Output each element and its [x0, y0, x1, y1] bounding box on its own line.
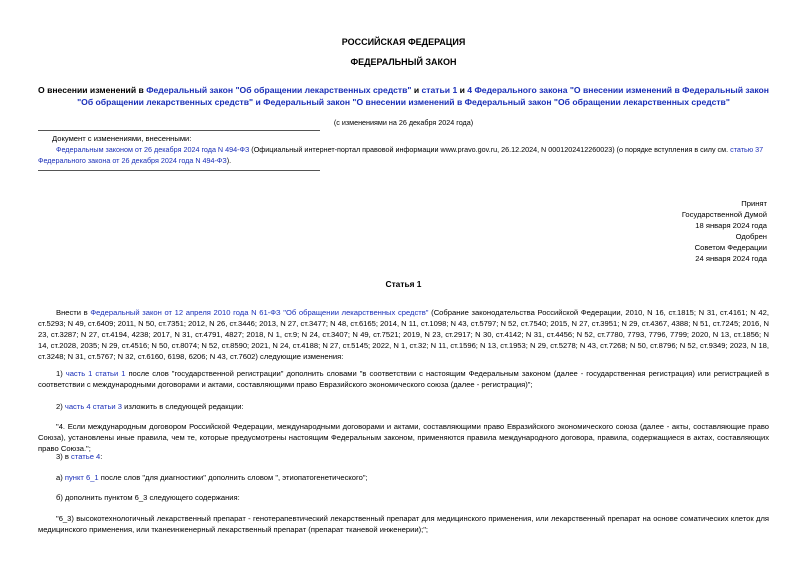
p3-text: изложить в следующей редакции: [121, 402, 244, 411]
article-subitem-b [38, 492, 769, 503]
article-item-1 [38, 368, 769, 390]
p5-text: : [100, 452, 103, 461]
changes-text-2: ). [226, 156, 232, 165]
law-type-heading: ФЕДЕРАЛЬНЫЙ ЗАКОН [350, 57, 457, 67]
adoption-council: Советом Федерации [694, 243, 767, 252]
changes-link-494fz[interactable]: Федеральным законом от 26 декабря 2024 года N 494-ФЗ [56, 145, 250, 154]
p2-text: после слов "государственной регистрации" дополнить словами "в соответствии с настоящим Федеральным законом (далее - государственная регистрация) или регистрацией в соответствии с международными договорами и актами, составляющими право Евразийского экономического союза (далее - регистрация)"; [38, 369, 769, 389]
title-link-article-4[interactable]: 4 Федерального закона "О внесении изменений в Федеральный закон "Об обращении лекарственных средств" и Федеральный закон "О внесении изменений в Федеральный закон "Об обращении лекарственных средств" [77, 85, 769, 107]
article-paragraph-intro [38, 307, 769, 362]
title-text-3: и [457, 85, 468, 95]
adoption-duma: Государственной Думой [681, 210, 767, 219]
title-link-law-61fz[interactable]: Федеральный закон "Об обращении лекарственных средств" [146, 85, 412, 95]
p5-num: 3) в [56, 452, 72, 461]
adoption-approved: Одобрен [735, 232, 767, 241]
p1-text-b: (Собрание законодательства Российской Федерации, 2010, N 16, ст.1815; N 31, ст.4161; N 42, ст.5293; N 49, ст.6409; 2011, N 50, ст.7351; 2012, N 26, ст.3446; 2013, N 27, ст.3477; N 48, ст.6165; 2014, N 11, ст.1098; N 43, ст.5797; N 52, ст.7540; 2015, N 27, ст.3951; N 29, ст.4367, 4388; N 51, ст.7245; 2016, N 23, ст.3287; N 27, ст.4194, 4238; 2017, N 31, ст.4791, 4827; 2018, N 1, ст.9; N 24, ст.3407; N 49, ст.7521; 2019, N 23, ст.2917; N 30, ст.4142; N 31, ст.4456; N 52, ст.7780, 7793, 7796, 7799; 2020, N 13, ст.1856; N 14, ст.2028, 2035; N 29, ст.4516; N 50, ст.8074; N 52, ст.8590; 2021, N 24, ст.4188; N 27, ст.5145; 2022, N 1, ст.32; N 11, ст.1596; N 13, ст.1953; N 29, ст.5278; N 43, ст.7268; N 50, ст.8796; N 52, ст.9349; 2023, N 18, ст.3248; N 31, ст.5767; N 32, ст.6160, 6198, 6206; N 43, ст.7602) следующие изменения: [38, 308, 769, 361]
title-text-1: О внесении изменений в [38, 85, 147, 95]
title-link-article-1[interactable]: статьи 1 [421, 85, 458, 95]
p1-link-law-61fz[interactable]: Федеральный закон от 12 апреля 2010 года N 61-ФЗ "Об обращении лекарственных средств" [90, 308, 429, 317]
p2-link-part1-article1[interactable]: часть 1 статьи 1 [65, 369, 126, 378]
adoption-council-date: 24 января 2024 года [695, 254, 767, 263]
p6-text: после слов "для диагностики" дополнить словом ", этиопатогенетического"; [98, 473, 368, 482]
p6-link-point-6-1[interactable]: пункт 6_1 [64, 473, 99, 482]
p1-text-a: Внести в [56, 308, 91, 317]
adoption-duma-date: 18 января 2024 года [695, 221, 767, 230]
p7-text: б) дополнить пунктом 6_3 следующего содержания: [56, 493, 240, 502]
changes-link-article-37[interactable]: статью 37 Федерального закона от 26 декабря 2024 года N 494-ФЗ [38, 145, 764, 165]
law-title [38, 84, 769, 108]
p6-num: а) [56, 473, 65, 482]
article-item-2 [38, 401, 769, 412]
adoption-accepted: Принят [741, 199, 767, 208]
p5-link-article4[interactable]: статье 4 [71, 452, 101, 461]
p4-text: "4. Если международным договором Российской Федерации, международными договорами и актами, составляющими право Евразийского экономического союза (далее - акты, составляющие право Союза), установлены иные правила, чем те, которые предусмотрены настоящим Федеральным законом, применяются правила международного договора, правила, содержащиеся в актах, составляющих право Союза."; [38, 422, 769, 453]
changes-top-rule [38, 130, 320, 131]
changes-details [38, 144, 769, 166]
article-heading: Статья 1 [385, 279, 422, 289]
changes-bottom-rule [38, 170, 320, 171]
p8-text: "6_3) высокотехнологичный лекарственный препарат - генотерапевтический лекарственный препарат для медицинского применения, или лекарственный препарат на основе соматических клеток для медицинского применения, или тканеинженерный лекарственный препарат (препарат тканевой инженерии);"; [38, 514, 769, 534]
country-heading: РОССИЙСКАЯ ФЕДЕРАЦИЯ [341, 37, 466, 47]
p3-link-part4-article3[interactable]: часть 4 статьи 3 [64, 402, 122, 411]
p3-num: 2) [56, 402, 65, 411]
article-subitem-a [38, 472, 769, 483]
article-quote-6-3 [38, 513, 769, 535]
changes-intro: Документ с изменениями, внесенными: [52, 134, 192, 143]
article-quote-4 [38, 421, 769, 454]
title-text-2: и [411, 85, 422, 95]
p2-num: 1) [56, 369, 66, 378]
article-item-3 [38, 451, 769, 462]
changes-text-1: (Официальный интернет-портал правовой информации www.pravo.gov.ru, 26.12.2024, N 0001202412260023) (о порядке вступления в силу см. [249, 145, 731, 154]
edition-subtitle: (с изменениями на 26 декабря 2024 года) [333, 118, 474, 127]
